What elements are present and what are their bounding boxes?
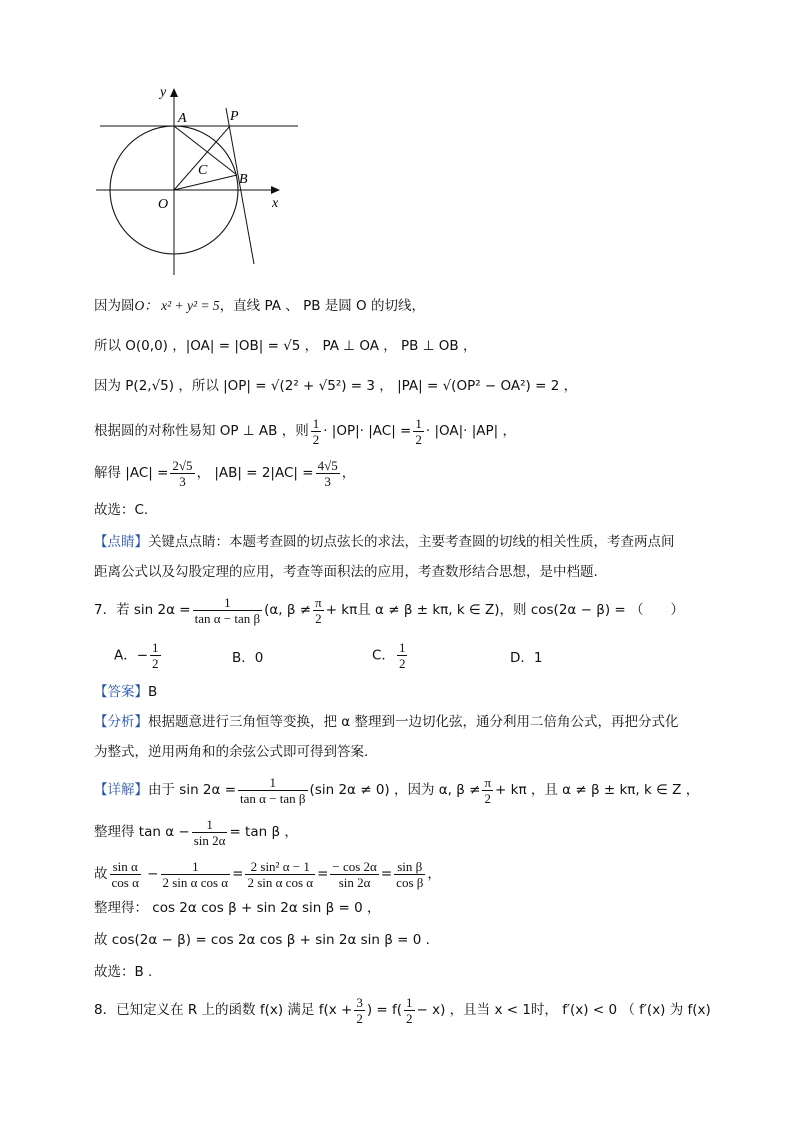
xj-t3-f3: $\frac{\text{2 sin² α − 1}}{\text{2 sin α cos α}}$: [247, 859, 314, 890]
l1-eq: O： x² + y² = 5: [134, 298, 220, 313]
y-axis-arrow: [170, 88, 178, 97]
q7-fraction: $\frac{1}{\text{tan α − tan β}}$: [194, 595, 261, 626]
fenxi-text-2: 为整式，逆用两角和的余弦公式即可得到答案.: [94, 744, 369, 760]
fraction-half-1: $\frac{1}{2}$: [312, 416, 320, 447]
x-axis-arrow: [271, 186, 280, 194]
q8-fraction-2: $\frac{1}{2}$: [406, 995, 413, 1026]
label-o: O: [158, 197, 169, 212]
circle-tangent-figure: [94, 80, 304, 280]
solution-line-5: [94, 456, 355, 490]
q7-cond-post: + kπ且 α ≠ β ± kπ, k ∈ Z): [325, 602, 500, 618]
label-a: A: [178, 111, 187, 126]
xiangjie-line-3: 故 $\frac{\text{sin α}}{\text{cos α}}$ − $\frac{1}{\text{2 sin α cos α}}$ = $\frac{\text{2 sin² α − 1}}{\text{2 sin α cos α}}$ = $\frac{- \cos 2\alpha}{\sin 2\alpha}$ = $\frac{\text{sin β}}{\text{cos β}}$ ，: [94, 859, 441, 890]
xj-t3-post: ，: [427, 866, 441, 882]
answer-tag: 【答案】: [94, 684, 148, 700]
solution-line-2: [94, 336, 476, 356]
xiangjie-line-6: [94, 962, 152, 982]
xj-t2-post: = tan β ，: [229, 824, 298, 840]
xj-t2-fraction: $\frac{1}{\sin 2\alpha}$: [193, 817, 226, 848]
xj-t3-f5: $\frac{\text{sin β}}{\text{cos β}}$: [396, 859, 424, 890]
xj-t1-pi-fraction: $\frac{\pi}{2}$: [484, 775, 492, 806]
fenxi-tag: 【分析】: [94, 714, 148, 730]
l5-mid: ， |AB| = 2|AC| =: [196, 465, 314, 481]
fraction-ab: $\frac{4√5}{3}$: [317, 458, 338, 489]
l6: 故选：C.: [94, 502, 149, 518]
label-x: x: [272, 196, 279, 211]
l4-mid: · |OP|· |AC| =: [323, 423, 412, 439]
dianjing-line-1: [94, 532, 675, 552]
xj-t3-f1: $\frac{\text{sin α}}{\text{cos α}}$: [111, 859, 139, 890]
xj-t1-fraction: $\frac{1}{\text{tan α − tan β}}$: [240, 775, 306, 806]
option-c-fraction: $\frac{1}{2}$: [398, 640, 406, 671]
l2: 所以 O(0,0) ，|OA| = |OB| = √5 ， PA ⊥ OA ， PB ⊥ OB ，: [94, 338, 477, 354]
xiangjie-line-1: [94, 770, 699, 810]
xj-t1-mid: (sin 2α ≠ 0) ，因为 α, β ≠: [309, 782, 481, 798]
answer-line: [94, 682, 157, 702]
xj-t6: 故选：B .: [94, 964, 153, 980]
q8-pre: 8．已知定义在 R 上的函数 f(x) 满足 f(x +: [94, 1002, 353, 1018]
l5-pre: 解得 |AC| =: [94, 465, 169, 481]
xj-t3-f2: $\frac{1}{\text{2 sin α cos α}}$: [162, 859, 229, 890]
dianjing-text-1: 关键点点睛：本题考查圆的切点弦长的求法，主要考查圆的切线的相关性质，考查两点间: [148, 534, 675, 550]
fenxi-line-2: [94, 742, 368, 762]
l4-post: · |OA|· |AP| ，: [425, 423, 517, 439]
q7-pi-fraction: $\frac{\pi}{2}$: [315, 595, 322, 626]
dianjing-line-2: [94, 562, 598, 582]
xj-t3-pre: 故: [94, 866, 108, 882]
label-y: y: [160, 85, 167, 100]
q7-stem-pre: 7．若 sin 2α =: [94, 602, 191, 618]
solution-line-1: [94, 296, 425, 316]
option-b: B．0: [232, 650, 264, 666]
xj-t1-pre: 由于 sin 2α =: [148, 782, 237, 798]
fenxi-line-1: [94, 712, 678, 732]
xiangjie-line-4: [94, 898, 381, 918]
q7-cond-pre: (α, β ≠: [264, 602, 312, 618]
segment-op: [174, 126, 230, 190]
l1-post: ，直线 PA 、 PB 是圆 O 的切线，: [219, 298, 425, 314]
q7-ask: ，则 cos(2α − β) = （ ）: [499, 602, 684, 618]
question-7-stem: [94, 590, 684, 630]
l1-pre: 因为圆: [94, 298, 135, 314]
xj-t4: 整理得： cos 2α cos β + sin 2α sin β = 0 ，: [94, 900, 381, 916]
label-c: C: [198, 163, 208, 178]
option-c: C． $\frac{1}{2}$: [372, 640, 406, 671]
q8-fraction-1: $\frac{3}{2}$: [356, 995, 363, 1026]
fenxi-text-1: 根据题意进行三角恒等变换，把 α 整理到一边切化弦，通分利用二倍角公式，再把分式化: [148, 714, 679, 730]
option-a-fraction: $\frac{1}{2}$: [152, 640, 159, 671]
answer-text: B: [148, 684, 158, 700]
question-8-stem: [94, 990, 711, 1030]
q8-post: − x) ，且当 x < 1时， f′(x) < 0 （ f′(x) 为 f(x): [416, 1002, 711, 1018]
q8-mid: ) = f(: [366, 1002, 402, 1018]
option-d: D．1: [510, 650, 543, 666]
xj-t2-pre: 整理得 tan α −: [94, 824, 190, 840]
l3: 因为 P(2,√5) ，所以 |OP| = √(2² + √5²) = 3 ， |PA| = √(OP² − OA²) = 2 ，: [94, 378, 578, 394]
xj-t3-f4: $\frac{- \cos 2\alpha}{\sin 2\alpha}$: [332, 859, 377, 890]
solution-line-3: [94, 376, 577, 396]
xiangjie-line-5: [94, 930, 430, 950]
xj-t1-post: + kπ ，且 α ≠ β ± kπ, k ∈ Z ，: [495, 782, 700, 798]
fraction-ac: $\frac{2√5}{3}$: [172, 458, 193, 489]
xj-t5: 故 cos(2α − β) = cos 2α cos β + sin 2α sin β = 0 .: [94, 932, 430, 948]
dianjing-tag: 【点睛】: [94, 534, 148, 550]
xiangjie-tag: 【详解】: [94, 782, 148, 798]
xiangjie-line-2: [94, 814, 298, 850]
l5-post: ，: [341, 465, 356, 481]
label-p: P: [230, 109, 239, 124]
solution-line-4: [94, 414, 516, 448]
solution-line-6: [94, 500, 148, 520]
option-a: A．− $\frac{1}{2}$: [114, 640, 159, 671]
l4-pre: 根据圆的对称性易知 OP ⊥ AB ，则: [94, 423, 309, 439]
dianjing-text-2: 距离公式以及勾股定理的应用，考查等面积法的应用，考查数形结合思想，是中档题.: [94, 564, 598, 580]
label-b: B: [239, 172, 248, 187]
fraction-half-2: $\frac{1}{2}$: [415, 416, 422, 447]
